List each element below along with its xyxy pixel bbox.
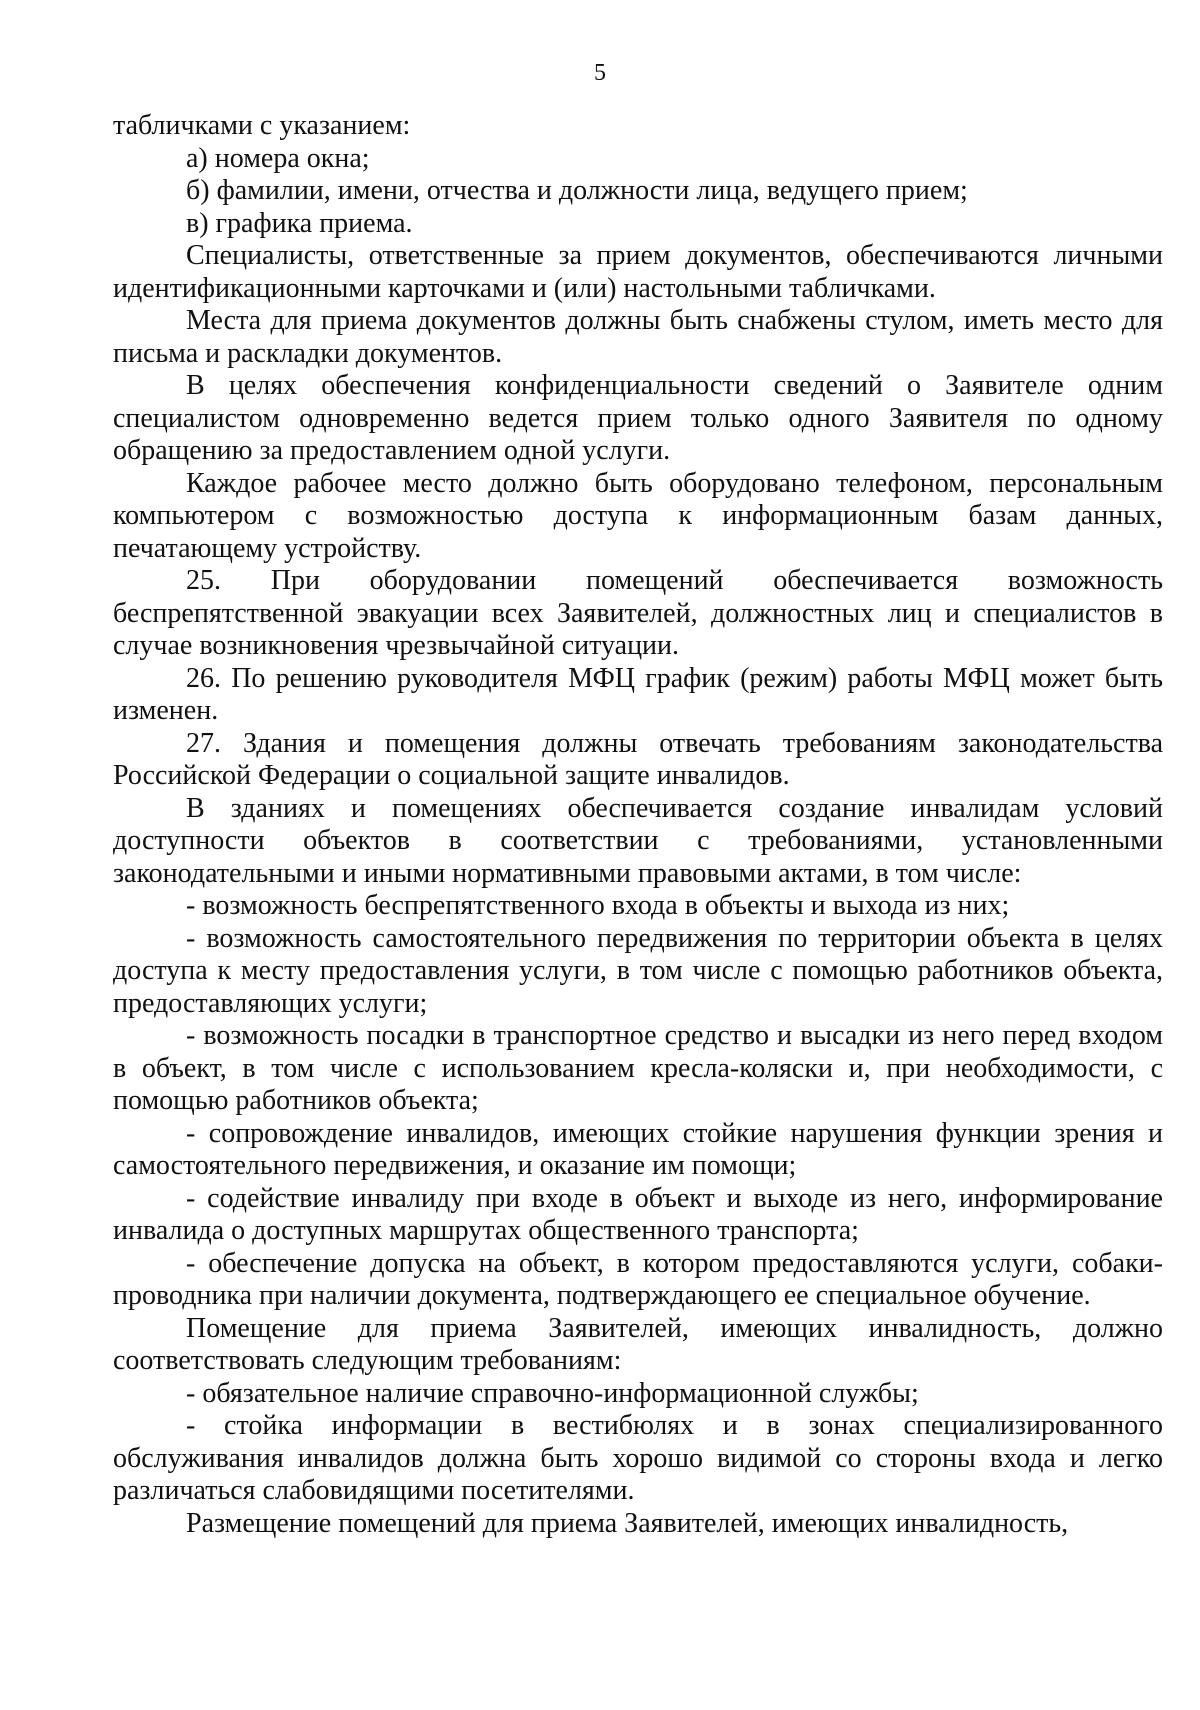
list-item: - возможность самостоятельного передвижения по территории объекта в целях доступа к месту предоставления услуги, в том числе с помощью работников объекта, предоставляющих услуги; xyxy=(113,922,1163,1019)
paragraph: 26. По решению руководителя МФЦ график (режим) работы МФЦ может быть изменен. xyxy=(113,662,1163,726)
document-body xyxy=(113,110,1163,1540)
list-item: - сопровождение инвалидов, имеющих стойкие нарушения функции зрения и самостоятельного передвижения, и оказание им помощи; xyxy=(113,1117,1163,1181)
paragraph: Размещение помещений для приема Заявителей, имеющих инвалидность, xyxy=(186,1507,1069,1539)
page-number: 5 xyxy=(594,60,606,86)
list-item: - возможность беспрепятственного входа в объекты и выхода из них; xyxy=(186,890,1010,921)
list-item: - возможность посадки в транспортное средство и высадки из него перед входом в объект, в том числе с использованием кресла-коляски и, при необходимости, с помощью работников объекта; xyxy=(113,1020,1163,1116)
paragraph: табличками с указанием: xyxy=(113,110,411,141)
paragraph: Места для приема документов должны быть снабжены стулом, иметь место для письма и раскладки документов. xyxy=(113,305,1163,369)
list-item: а) номера окна; xyxy=(186,142,370,174)
paragraph: Помещение для приема Заявителей, имеющих инвалидность, должно соответствовать следующим требованиям: xyxy=(113,1312,1163,1376)
paragraph: В целях обеспечения конфиденциальности сведений о Заявителе одним специалистом одновременно ведется прием только одного Заявителя по одному обращению за предоставлением одной услуги. xyxy=(113,370,1163,466)
list-item: в) графика приема. xyxy=(186,207,413,239)
list-item: - обеспечение допуска на объект, в котором предоставляются услуги, собаки-проводника при наличии документа, подтверждающего ее специальное обучение. xyxy=(113,1247,1163,1311)
list-item: б) фамилии, имени, отчества и должности лица, ведущего прием; xyxy=(186,175,968,206)
paragraph: 25. При оборудовании помещений обеспечивается возможность беспрепятственной эвакуации всех Заявителей, должностных лиц и специалистов в случае возникновения чрезвычайной ситуации. xyxy=(113,565,1163,661)
list-item: - содействие инвалиду при входе в объект и выходе из него, информирование инвалида о доступных маршрутах общественного транспорта; xyxy=(113,1182,1163,1246)
list-item: - стойка информации в вестибюлях и в зонах специализированного обслуживания инвалидов должна быть хорошо видимой со стороны входа и легко различаться слабовидящими посетителями. xyxy=(113,1410,1163,1506)
list-item: - обязательное наличие справочно-информационной службы; xyxy=(186,1377,919,1409)
paragraph: Каждое рабочее место должно быть оборудовано телефоном, персональным компьютером с возможностью доступа к информационным базам данных, печатающему устройству. xyxy=(113,467,1163,564)
paragraph: 27. Здания и помещения должны отвечать требованиям законодательства Российской Федерации о социальной защите инвалидов. xyxy=(113,727,1163,791)
paragraph: Специалисты, ответственные за прием документов, обеспечиваются личными идентификационными карточками и (или) настольными табличками. xyxy=(113,240,1163,304)
paragraph: В зданиях и помещениях обеспечивается создание инвалидам условий доступности объектов в соответствии с требованиями, установленными законодательными и иными нормативными правовыми актами, в том числе: xyxy=(113,792,1163,889)
